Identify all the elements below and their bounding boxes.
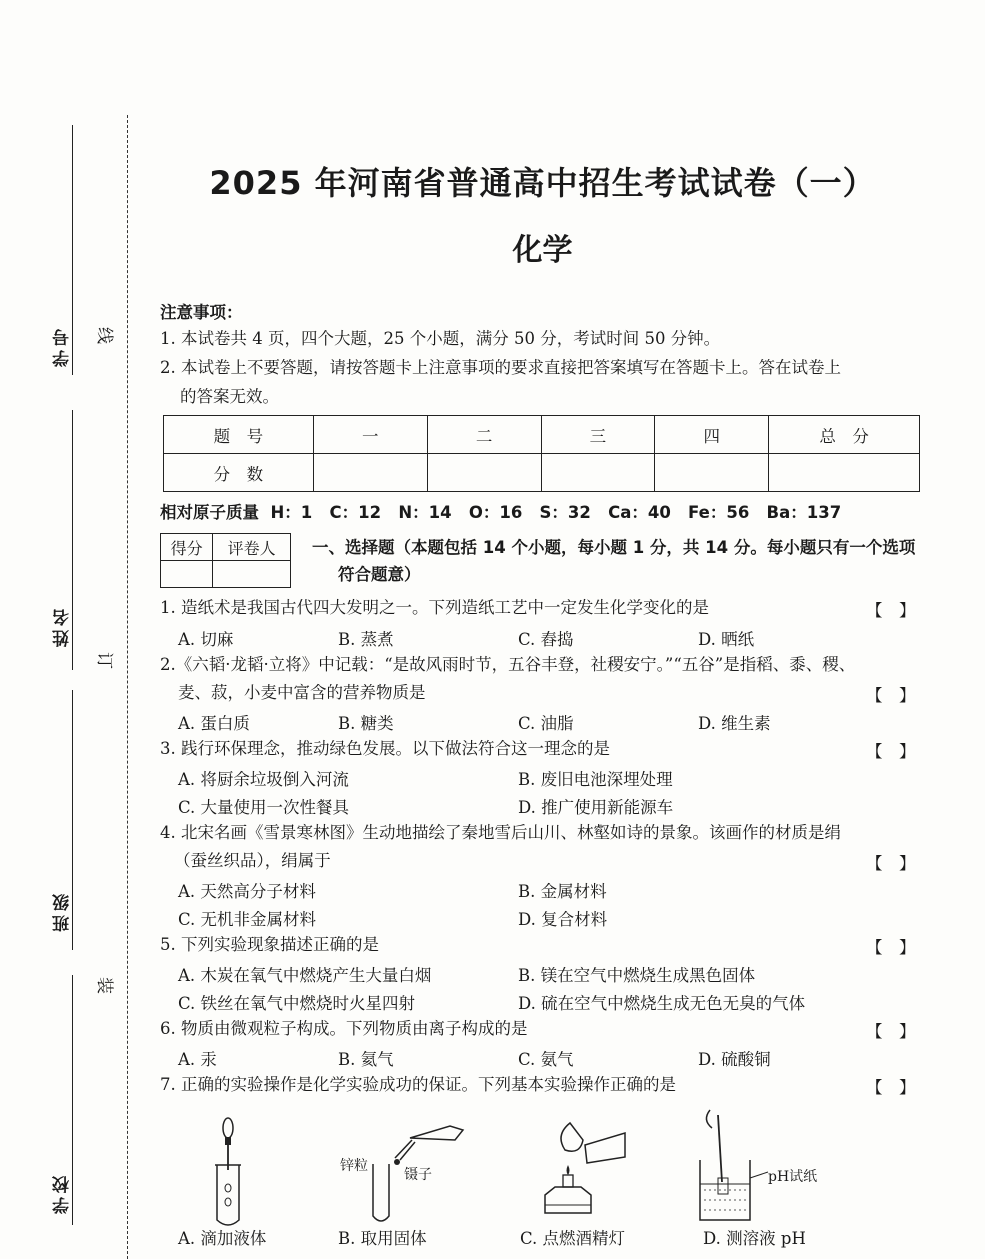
q3-option-b: B. 废旧电池深埋处理 bbox=[518, 770, 673, 789]
section1-heading-cont: 符合题意） bbox=[338, 565, 421, 584]
score-cell-total bbox=[769, 454, 920, 492]
answer-bracket-4: 【 】 bbox=[866, 854, 916, 873]
notice-item-2-cont: 的答案无效。 bbox=[180, 387, 279, 406]
q2-option-d: D. 维生素 bbox=[698, 714, 771, 733]
subject-title: 化学 bbox=[512, 233, 573, 268]
answer-bracket-7: 【 】 bbox=[866, 1078, 916, 1097]
score-header-4: 四 bbox=[655, 416, 769, 454]
score-cell-1 bbox=[313, 454, 427, 492]
score-header-1: 一 bbox=[313, 416, 427, 454]
q5-option-d: D. 硫在空气中燃烧生成无色无臭的气体 bbox=[518, 994, 806, 1013]
q4-option-c: C. 无机非金属材料 bbox=[178, 910, 317, 929]
grader-table bbox=[160, 533, 291, 588]
class-label: 班级 bbox=[53, 890, 73, 932]
q6-option-a: A. 汞 bbox=[178, 1050, 217, 1069]
q7-option-a: A. 滴加液体 bbox=[178, 1229, 267, 1248]
binding-char-order: 订 bbox=[97, 648, 114, 668]
label-ph-paper: pH试纸 bbox=[768, 1169, 818, 1185]
q2-option-c: C. 油脂 bbox=[518, 714, 574, 733]
student-id-label: 学号 bbox=[53, 325, 73, 367]
name-label: 姓名 bbox=[53, 605, 73, 647]
figure-dropping-liquid bbox=[195, 1110, 265, 1230]
q6-option-d: D. 硫酸铜 bbox=[698, 1050, 771, 1069]
score-header-2: 二 bbox=[427, 416, 541, 454]
score-header-question: 题 号 bbox=[164, 416, 314, 454]
school-label: 学校 bbox=[53, 1172, 73, 1214]
atomic-mass-line: 相对原子质量 H：1 C：12 N：14 O：16 S：32 Ca：40 Fe：56 Ba：137 bbox=[160, 503, 842, 522]
q6-option-b: B. 氦气 bbox=[338, 1050, 394, 1069]
grader-score-label: 得分 bbox=[161, 534, 213, 561]
score-header-3: 三 bbox=[541, 416, 655, 454]
answer-bracket-5: 【 】 bbox=[866, 938, 916, 957]
score-table bbox=[163, 415, 920, 492]
question-4-stem-cont: （蚕丝织品），绢属于 bbox=[174, 851, 331, 870]
q7-option-b: B. 取用固体 bbox=[338, 1229, 427, 1248]
q7-option-c: C. 点燃酒精灯 bbox=[520, 1229, 626, 1248]
answer-bracket-3: 【 】 bbox=[866, 742, 916, 761]
q1-option-b: B. 蒸煮 bbox=[338, 630, 394, 649]
question-6-stem: 6. 物质由微观粒子构成。下列物质由离子构成的是 bbox=[160, 1019, 528, 1038]
q4-option-b: B. 金属材料 bbox=[518, 882, 607, 901]
score-cell-4 bbox=[655, 454, 769, 492]
exam-title: 2025 年河南省普通高中招生考试试卷（一） bbox=[209, 164, 876, 202]
notice-item-2: 2. 本试卷上不要答题，请按答题卡上注意事项的要求直接把答案填写在答题卡上。答在试卷上 bbox=[160, 358, 841, 377]
answer-bracket-2: 【 】 bbox=[866, 686, 916, 705]
q2-option-a: A. 蛋白质 bbox=[178, 714, 250, 733]
q5-option-b: B. 镁在空气中燃烧生成黑色固体 bbox=[518, 966, 756, 985]
binding-dashed-line bbox=[127, 115, 128, 1259]
q3-option-a: A. 将厨余垃圾倒入河流 bbox=[178, 770, 349, 789]
score-cell-2 bbox=[427, 454, 541, 492]
section1-heading: 一、选择题（本题包括 14 个小题，每小题 1 分，共 14 分。每小题只有一个选项 bbox=[312, 538, 916, 557]
grader-name-cell bbox=[213, 561, 291, 588]
question-2-stem-cont: 麦、菽，小麦中富含的营养物质是 bbox=[178, 683, 426, 702]
answer-bracket-1: 【 】 bbox=[866, 601, 916, 620]
q3-option-d: D. 推广使用新能源车 bbox=[518, 798, 674, 817]
q1-option-d: D. 晒纸 bbox=[698, 630, 755, 649]
notice-heading: 注意事项： bbox=[160, 303, 243, 322]
figure-taking-solid bbox=[365, 1118, 465, 1230]
question-2-stem: 2.《六韬·龙韬·立将》中记载：“是故风雨时节，五谷丰登，社稷安宁。”“五谷”是指稻、黍、稷、 bbox=[160, 655, 856, 674]
figure-lighting-lamp bbox=[525, 1115, 635, 1225]
q5-option-c: C. 铁丝在氧气中燃烧时火星四射 bbox=[178, 994, 416, 1013]
question-7-stem: 7. 正确的实验操作是化学实验成功的保证。下列基本实验操作正确的是 bbox=[160, 1075, 676, 1094]
score-header-total: 总 分 bbox=[769, 416, 920, 454]
notice-item-1: 1. 本试卷共 4 页，四个大题，25 个小题，满分 50 分，考试时间 50 分钟。 bbox=[160, 329, 721, 348]
binding-char-pack: 装 bbox=[97, 973, 114, 993]
q2-option-b: B. 糖类 bbox=[338, 714, 394, 733]
q5-option-a: A. 木炭在氧气中燃烧产生大量白烟 bbox=[178, 966, 432, 985]
q1-option-c: C. 舂捣 bbox=[518, 630, 574, 649]
q6-option-c: C. 氨气 bbox=[518, 1050, 574, 1069]
q7-option-d: D. 测溶液 pH bbox=[703, 1229, 806, 1248]
label-tweezers: 镊子 bbox=[404, 1167, 432, 1183]
score-row-label: 分 数 bbox=[164, 454, 314, 492]
answer-bracket-6: 【 】 bbox=[866, 1022, 916, 1041]
q3-option-c: C. 大量使用一次性餐具 bbox=[178, 798, 350, 817]
question-4-stem: 4. 北宋名画《雪景寒林图》生动地描绘了秦地雪后山川、林壑如诗的景象。该画作的材质是绢 bbox=[160, 823, 841, 842]
question-1-stem: 1. 造纸术是我国古代四大发明之一。下列造纸工艺中一定发生化学变化的是 bbox=[160, 598, 709, 617]
q4-option-a: A. 天然高分子材料 bbox=[178, 882, 316, 901]
question-5-stem: 5. 下列实验现象描述正确的是 bbox=[160, 935, 379, 954]
score-cell-3 bbox=[541, 454, 655, 492]
figure-measuring-ph bbox=[680, 1100, 770, 1230]
question-3-stem: 3. 践行环保理念，推动绿色发展。以下做法符合这一理念的是 bbox=[160, 739, 610, 758]
grader-name-label: 评卷人 bbox=[213, 534, 291, 561]
grader-score-cell bbox=[161, 561, 213, 588]
binding-char-line: 线 bbox=[97, 323, 114, 343]
q4-option-d: D. 复合材料 bbox=[518, 910, 608, 929]
label-zinc: 锌粒 bbox=[340, 1158, 368, 1174]
q1-option-a: A. 切麻 bbox=[178, 630, 234, 649]
